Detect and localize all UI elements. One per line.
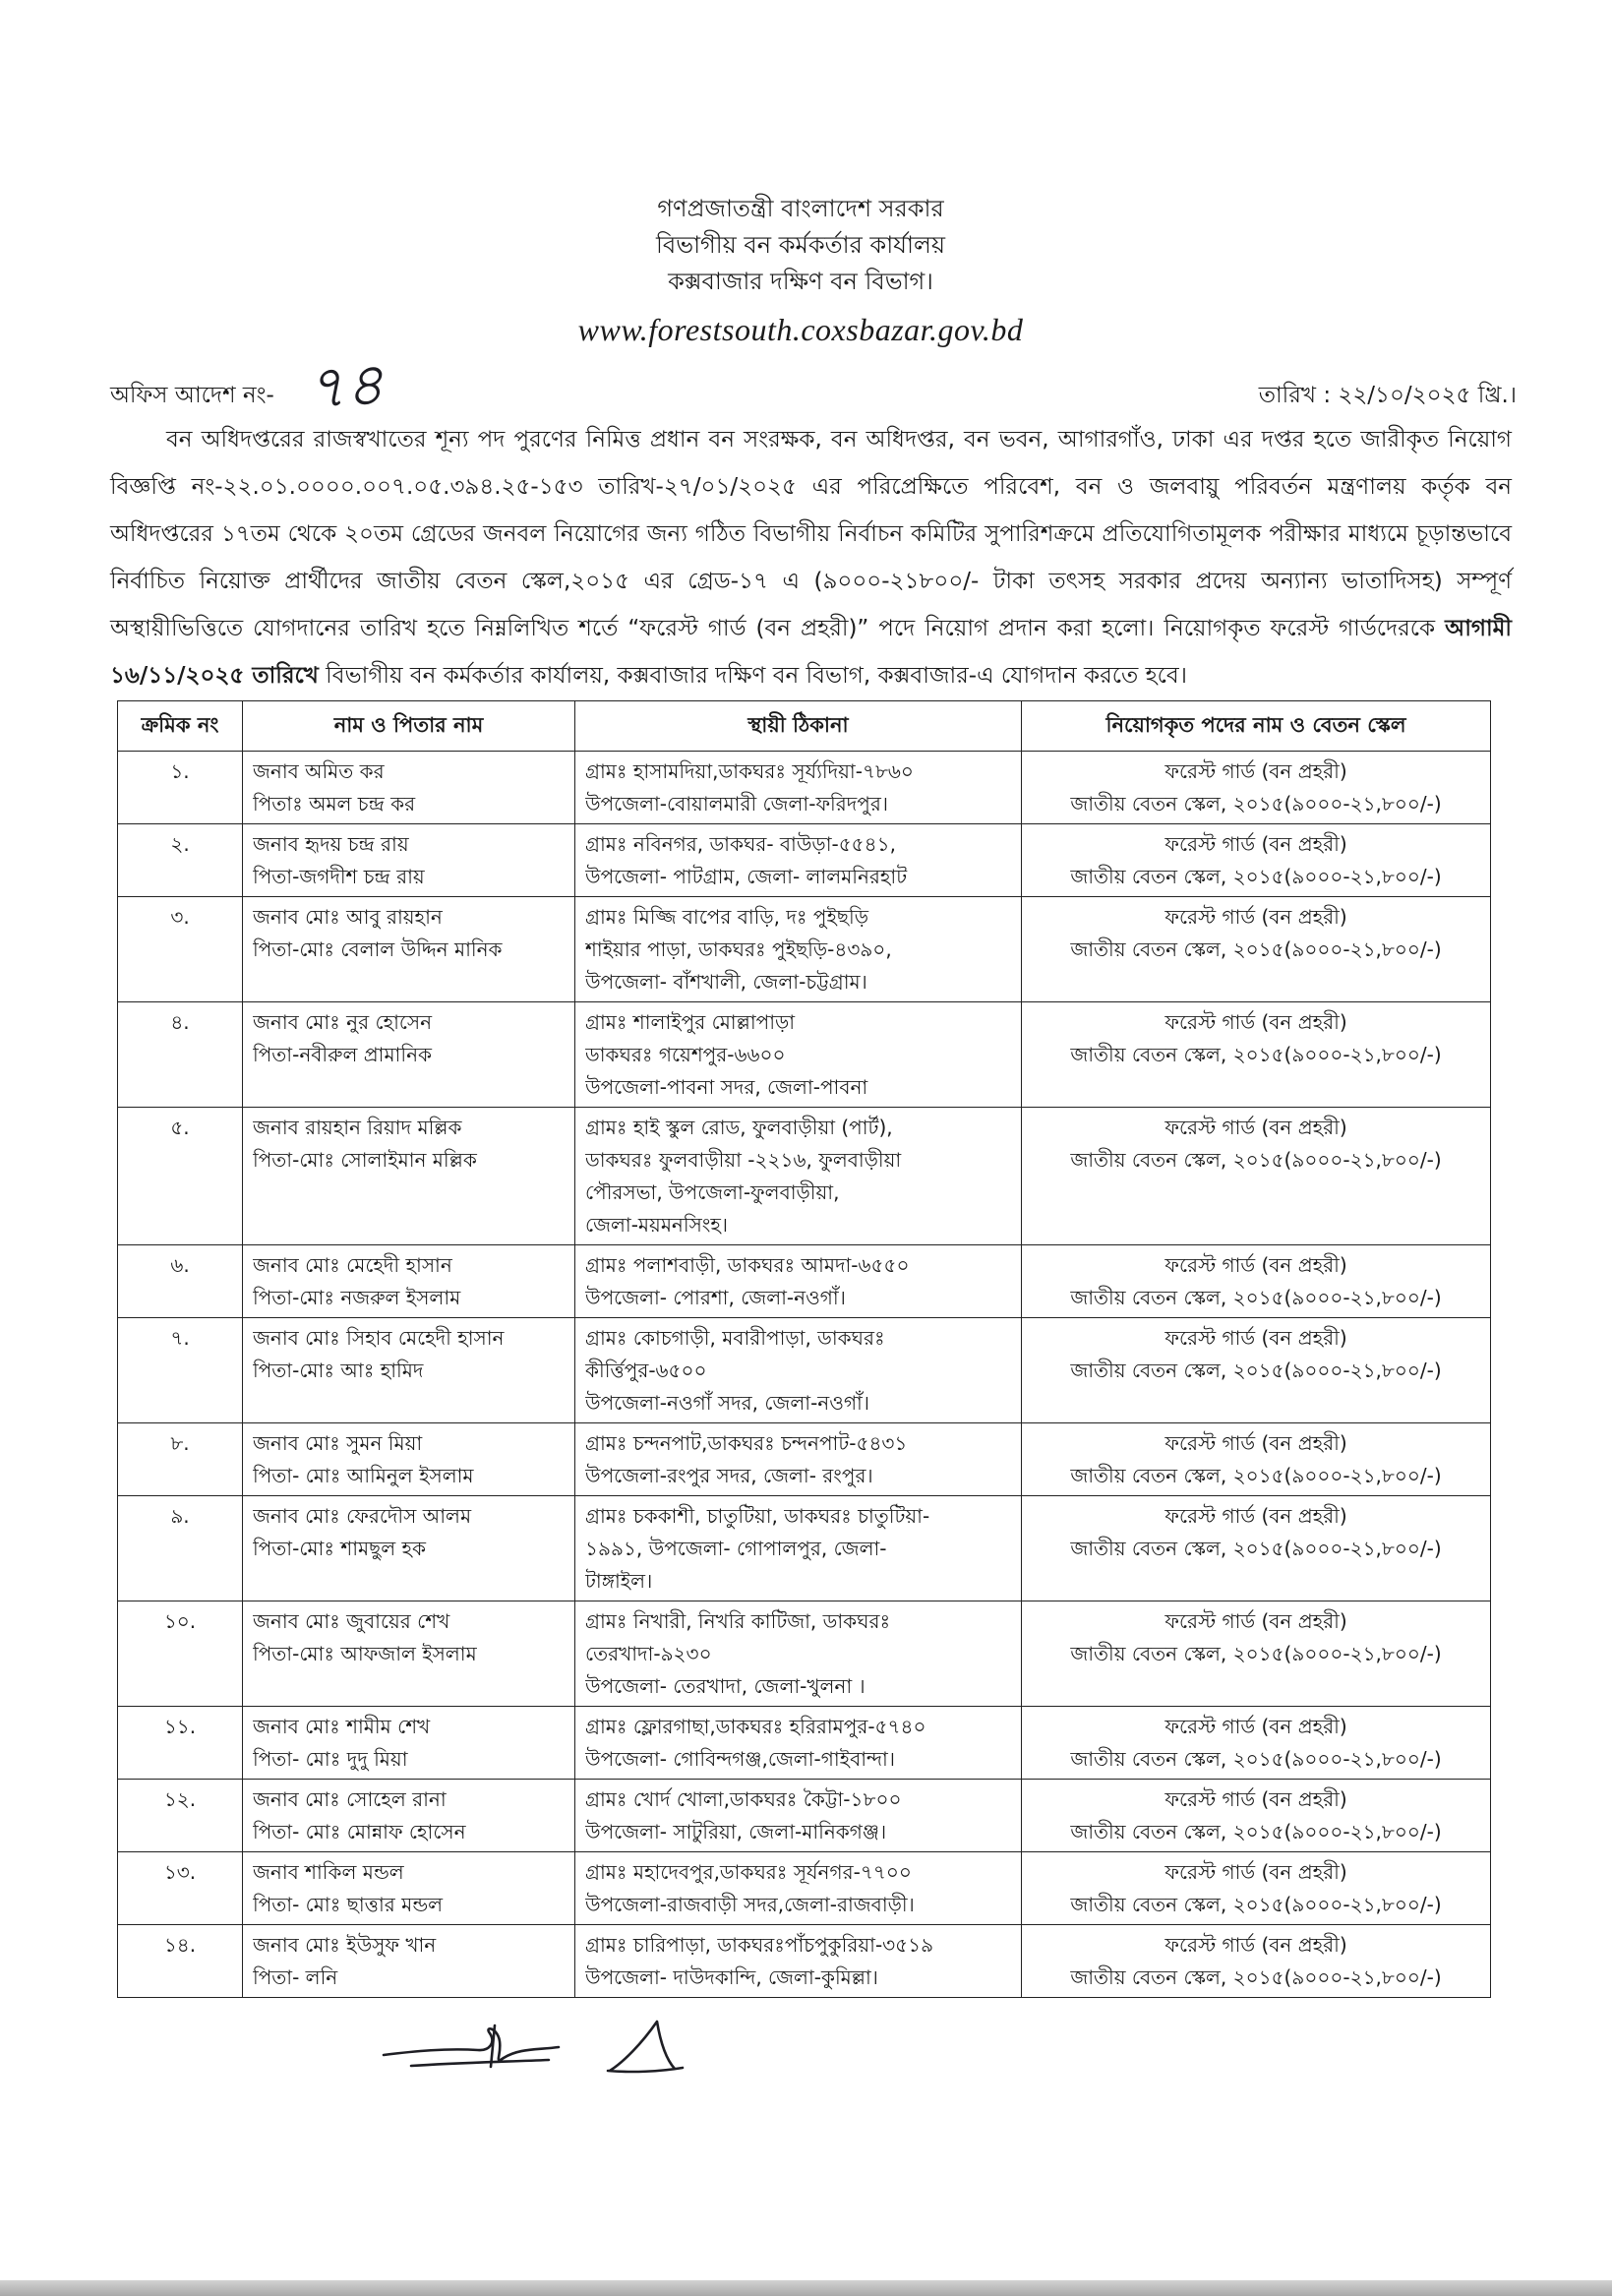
appointee-name: জনাব মোঃ শামীম শেখ xyxy=(253,1715,431,1738)
office-order-line xyxy=(110,350,386,423)
post-name: ফরেস্ট গার্ড (বন প্রহরী) xyxy=(1164,1933,1347,1957)
post-name: ফরেস্ট গার্ড (বন প্রহরী) xyxy=(1164,759,1347,783)
table-row xyxy=(118,1245,1491,1318)
address-cell xyxy=(575,752,1022,824)
address-line: গ্রামঃ চককাশী, চাতুটিয়া, ডাকঘরঃ চাতুটিয়া- xyxy=(585,1504,930,1528)
post-name: ফরেস্ট গার্ড (বন প্রহরী) xyxy=(1164,1715,1347,1738)
serial-cell xyxy=(118,897,243,1002)
table-row xyxy=(118,1707,1491,1780)
post-cell xyxy=(1022,824,1491,897)
post-cell xyxy=(1022,1318,1491,1423)
table-body xyxy=(118,752,1491,1998)
division-title: কক্সবাজার দক্ষিণ বন বিভাগ। xyxy=(668,268,933,295)
appointee-name: জনাব মোঃ নুর হোসেন xyxy=(253,1010,433,1034)
father-name: পিতা- মোঃ ছাত্তার মন্ডল xyxy=(253,1893,444,1916)
name-cell xyxy=(243,1318,575,1423)
body-text-part-1: বন অধিদপ্তরের রাজস্বখাতের শূন্য পদ পুরণের নিমিত্ত প্রধান বন সংরক্ষক, বন অধিদপ্তর, বন ভবন, আগারগাঁও, ঢাকা এর দপ্তর হতে জারীকৃত নিয়োগ বিজ্ঞপ্তি নং-২২.০১.০০০০.০০৭.০৫.৩৯৪.২৫-১৫৩ তারিখ-২৭/০১/২০২৫ এর পরিপ্রেক্ষিতে পরিবেশ, বন ও জলবায়ু পরিবর্তন মন্ত্রণালয় কর্তৃক বন অধিদপ্তরের ১৭তম থেকে ২০তম গ্রেডের জনবল নিয়োগের জন্য গঠিত বিভাগীয় নির্বাচন কমিটির সুপারিশক্রমে প্রতিযোগিতামূলক পরীক্ষার মাধ্যমে চূড়ান্তভাবে নির্বাচিত নিয়োক্ত প্রার্থীদের জাতীয় বেতন স্কেল,২০১৫ এর গ্রেড-১৭ এ (৯০০০-২১৮০০/- টাকা তৎসহ সরকার প্রদেয় অন্যান্য ভাতাদিসহ) সম্পূর্ণ অস্থায়ীভিত্তিতে যোগদানের তারিখ হতে নিম্নলিখিত শর্তে “ফরেস্ট গার্ড (বন প্রহরী)” পদে নিয়োগ প্রদান করা হলো। নিয়োগকৃত ফরেস্ট গার্ডদেরকে xyxy=(110,427,1512,641)
address-line: ডাকঘরঃ গয়েশপুর-৬৬০০ xyxy=(585,1043,786,1066)
appointee-name: জনাব শাকিল মন্ডল xyxy=(253,1860,404,1884)
appointee-name: জনাব মোঃ ফেরদৌস আলম xyxy=(253,1504,472,1528)
pay-scale: জাতীয় বেতন স্কেল, ২০১৫(৯০০০-২১,৮০০/-) xyxy=(1070,1820,1442,1843)
address-line: গ্রামঃ খোর্দ খোলা,ডাকঘরঃ কৈট্টা-১৮০০ xyxy=(585,1787,902,1811)
column-header-name: নাম ও পিতার নাম xyxy=(243,701,575,752)
pay-scale: জাতীয় বেতন স্কেল, ২০১৫(৯০০০-২১,৮০০/-) xyxy=(1070,1043,1442,1066)
name-cell xyxy=(243,1780,575,1852)
scan-edge xyxy=(0,2280,1612,2296)
father-name: পিতা-মোঃ শামছুল হক xyxy=(253,1537,426,1560)
pay-scale: জাতীয় বেতন স্কেল, ২০১৫(৯০০০-২১,৮০০/-) xyxy=(1070,1148,1442,1172)
address-line: গ্রামঃ চারিপাড়া, ডাকঘরঃপাঁচপুকুরিয়া-৩৫১৯ xyxy=(585,1933,934,1957)
post-cell xyxy=(1022,1423,1491,1496)
address-line: ডাকঘরঃ ফুলবাড়ীয়া -২২১৬, ফুলবাড়ীয়া xyxy=(585,1148,902,1172)
father-name: পিতা-নবীরুল প্রামানিক xyxy=(253,1043,433,1066)
address-line: গ্রামঃ মহাদেবপুর,ডাকঘরঃ সূর্যনগর-৭৭০০ xyxy=(585,1860,912,1884)
post-cell xyxy=(1022,1601,1491,1707)
address-line: উপজেলা-রাজবাড়ী সদর,জেলা-রাজবাড়ী। xyxy=(585,1893,915,1916)
appointee-name: জনাব মোঃ সিহাব মেহেদী হাসান xyxy=(253,1326,505,1350)
serial-number: ১০. xyxy=(163,1609,197,1633)
appointee-name: জনাব মোঃ ইউসুফ খান xyxy=(253,1933,437,1957)
address-line: ১৯৯১, উপজেলা- গোপালপুর, জেলা- xyxy=(585,1537,887,1560)
table-row xyxy=(118,824,1491,897)
name-cell xyxy=(243,752,575,824)
post-name: ফরেস্ট গার্ড (বন প্রহরী) xyxy=(1164,1431,1347,1455)
order-content xyxy=(110,416,1512,2083)
name-cell xyxy=(243,1496,575,1601)
pay-scale: জাতীয় বেতন স্কেল, ২০১৫(৯০০০-২১,৮০০/-) xyxy=(1070,1893,1442,1916)
serial-number: ৭. xyxy=(170,1326,190,1350)
father-name: পিতা-মোঃ সোলাইমান মল্লিক xyxy=(253,1148,477,1172)
table-row xyxy=(118,1108,1491,1245)
address-cell xyxy=(575,1707,1022,1780)
address-line: উপজেলা-রংপুর সদর, জেলা- রংপুর। xyxy=(585,1464,873,1487)
name-cell xyxy=(243,1707,575,1780)
name-cell xyxy=(243,1245,575,1318)
pay-scale: জাতীয় বেতন স্কেল, ২০১৫(৯০০০-২১,৮০০/-) xyxy=(1070,1359,1442,1382)
post-cell xyxy=(1022,1852,1491,1925)
table-row xyxy=(118,1002,1491,1108)
serial-cell xyxy=(118,1108,243,1245)
joining-date-emphasis: আগামী ১৬/১১/২০২৫ তারিখে xyxy=(110,616,1512,689)
appointee-name: জনাব অমিত কর xyxy=(253,759,385,783)
column-header-post: নিয়োগকৃত পদের নাম ও বেতন স্কেল xyxy=(1022,701,1491,752)
address-cell xyxy=(575,824,1022,897)
serial-cell xyxy=(118,1423,243,1496)
address-cell xyxy=(575,1423,1022,1496)
serial-cell xyxy=(118,1925,243,1998)
office-order-label: অফিস আদেশ নং- xyxy=(110,383,274,408)
post-name: ফরেস্ট গার্ড (বন প্রহরী) xyxy=(1164,1504,1347,1528)
table-row xyxy=(118,1423,1491,1496)
signature-1 xyxy=(384,2028,559,2060)
table-row xyxy=(118,1601,1491,1707)
serial-cell xyxy=(118,752,243,824)
post-name: ফরেস্ট গার্ড (বন প্রহরী) xyxy=(1164,1010,1347,1034)
address-line: কীর্ত্তিপুর-৬৫০০ xyxy=(585,1359,707,1382)
address-line: গ্রামঃ নবিনগর, ডাকঘর- বাউড়া-৫৫৪১, xyxy=(585,832,896,856)
serial-number: ৫. xyxy=(170,1116,190,1139)
appointee-name: জনাব মোঃ জুবায়ের শেখ xyxy=(253,1609,450,1633)
order-body-paragraph xyxy=(110,416,1512,699)
post-name: ফরেস্ট গার্ড (বন প্রহরী) xyxy=(1164,1860,1347,1884)
name-cell xyxy=(243,1925,575,1998)
serial-cell xyxy=(118,1601,243,1707)
post-cell xyxy=(1022,897,1491,1002)
address-line: পৌরসভা, উপজেলা-ফুলবাড়ীয়া, xyxy=(585,1180,840,1204)
address-line: উপজেলা- পোরশা, জেলা-নওগাঁ। xyxy=(585,1286,846,1309)
table-row xyxy=(118,1925,1491,1998)
name-cell xyxy=(243,897,575,1002)
serial-cell xyxy=(118,1780,243,1852)
post-name: ফরেস্ট গার্ড (বন প্রহরী) xyxy=(1164,905,1347,929)
table-row xyxy=(118,897,1491,1002)
appointee-name: জনাব রায়হান রিয়াদ মল্লিক xyxy=(253,1116,462,1139)
serial-cell xyxy=(118,1002,243,1108)
post-name: ফরেস্ট গার্ড (বন প্রহরী) xyxy=(1164,832,1347,856)
address-line: উপজেলা- বাঁশখালী, জেলা-চট্টগ্রাম। xyxy=(585,970,867,994)
address-line: গ্রামঃ কোচগাড়ী, মবারীপাড়া, ডাকঘরঃ xyxy=(585,1326,885,1350)
father-name: পিতা-মোঃ আফজাল ইসলাম xyxy=(253,1642,477,1665)
appointee-name: জনাব মোঃ আবু রায়হান xyxy=(253,905,443,929)
post-cell xyxy=(1022,1707,1491,1780)
father-name: পিতাঃ অমল চন্দ্র কর xyxy=(253,792,416,816)
post-name: ফরেস্ট গার্ড (বন প্রহরী) xyxy=(1164,1326,1347,1350)
order-date: তারিখ : ২২/১০/২০২৫ খ্রি.। xyxy=(1258,383,1517,408)
appointee-name: জনাব মোঃ সুমন মিয়া xyxy=(253,1431,423,1455)
table-row xyxy=(118,1318,1491,1423)
serial-number: ৮. xyxy=(170,1431,190,1455)
address-cell xyxy=(575,1108,1022,1245)
address-line: উপজেলা- সাটুরিয়া, জেলা-মানিকগঞ্জ। xyxy=(585,1820,887,1843)
table-row xyxy=(118,1852,1491,1925)
address-line: শাইয়ার পাড়া, ডাকঘরঃ পুইছড়ি-৪৩৯০, xyxy=(585,937,892,961)
address-cell xyxy=(575,897,1022,1002)
address-line: গ্রামঃ হাসামদিয়া,ডাকঘরঃ সূর্য্যদিয়া-৭৮৬০ xyxy=(585,759,914,783)
post-name: ফরেস্ট গার্ড (বন প্রহরী) xyxy=(1164,1609,1347,1633)
post-cell xyxy=(1022,1780,1491,1852)
body-text-part-2: বিভাগীয় বন কর্মকর্তার কার্যালয়, কক্সবাজার দক্ষিণ বন বিভাগ, কক্সবাজার-এ যোগদান করতে হবে। xyxy=(318,663,1187,689)
address-line: উপজেলা- দাউদকান্দি, জেলা-কুমিল্লা। xyxy=(585,1965,878,1989)
post-name: ফরেস্ট গার্ড (বন প্রহরী) xyxy=(1164,1253,1347,1277)
pay-scale: জাতীয় বেতন স্কেল, ২০১৫(৯০০০-২১,৮০০/-) xyxy=(1070,1642,1442,1665)
name-cell xyxy=(243,1601,575,1707)
pay-scale: জাতীয় বেতন স্কেল, ২০১৫(৯০০০-২১,৮০০/-) xyxy=(1070,792,1442,816)
serial-number: ১২. xyxy=(163,1787,197,1811)
address-line: গ্রামঃ চন্দনপাট,ডাকঘরঃ চন্দনপাট-৫৪৩১ xyxy=(585,1431,908,1455)
pay-scale: জাতীয় বেতন স্কেল, ২০১৫(৯০০০-২১,৮০০/-) xyxy=(1070,1286,1442,1309)
address-line: গ্রামঃ মিজ্জি বাপের বাড়ি, দঃ পুইছড়ি xyxy=(585,905,868,929)
address-cell xyxy=(575,1002,1022,1108)
website-address: www.forestsouth.coxsbazar.gov.bd xyxy=(577,312,1024,347)
table-header-row xyxy=(118,701,1491,752)
address-line: উপজেলা-নওগাঁ সদর, জেলা-নওগাঁ। xyxy=(585,1391,870,1415)
father-name: পিতা- মোঃ আমিনুল ইসলাম xyxy=(253,1464,474,1487)
address-line: উপজেলা- গোবিন্দগঞ্জ,জেলা-গাইবান্দা। xyxy=(585,1747,896,1771)
signature-2 xyxy=(608,2022,683,2072)
father-name: পিতা-মোঃ আঃ হামিদ xyxy=(253,1359,424,1382)
table-row xyxy=(118,1780,1491,1852)
address-line: গ্রামঃ ফ্লোরগাছা,ডাকঘরঃ হরিরামপুর-৫৭৪০ xyxy=(585,1715,926,1738)
table-row xyxy=(118,1496,1491,1601)
serial-number: ১. xyxy=(170,759,190,783)
pay-scale: জাতীয় বেতন স্কেল, ২০১৫(৯০০০-২১,৮০০/-) xyxy=(1070,1464,1442,1487)
address-cell xyxy=(575,1780,1022,1852)
address-line: উপজেলা- তেরখাদা, জেলা-খুলনা । xyxy=(585,1674,866,1698)
pay-scale: জাতীয় বেতন স্কেল, ২০১৫(৯০০০-২১,৮০০/-) xyxy=(1070,937,1442,961)
appointee-table xyxy=(117,700,1491,1998)
serial-number: ২. xyxy=(170,832,190,856)
pay-scale: জাতীয় বেতন স্কেল, ২০১৫(৯০০০-২১,৮০০/-) xyxy=(1070,865,1442,888)
name-cell xyxy=(243,1108,575,1245)
address-line: টাঙ্গাইল। xyxy=(585,1569,653,1593)
appointee-name: জনাব মোঃ সোহেল রানা xyxy=(253,1787,447,1811)
post-cell xyxy=(1022,1245,1491,1318)
address-line: উপজেলা-পাবনা সদর, জেলা-পাবনা xyxy=(585,1075,868,1099)
column-header-serial: ক্রমিক নং xyxy=(118,701,243,752)
serial-cell xyxy=(118,1707,243,1780)
table-row xyxy=(118,752,1491,824)
name-cell xyxy=(243,1852,575,1925)
address-line: গ্রামঃ শালাইপুর মোল্লাপাড়া xyxy=(585,1010,796,1034)
address-cell xyxy=(575,1245,1022,1318)
address-cell xyxy=(575,1925,1022,1998)
serial-number: ১৪. xyxy=(163,1933,197,1957)
name-cell xyxy=(243,1002,575,1108)
serial-number: ৯. xyxy=(170,1504,190,1528)
father-name: পিতা- মোঃ দুদু মিয়া xyxy=(253,1747,408,1771)
serial-number: ১৩. xyxy=(163,1860,197,1884)
address-cell xyxy=(575,1496,1022,1601)
father-name: পিতা- মোঃ মোন্নাফ হোসেন xyxy=(253,1820,466,1843)
address-cell xyxy=(575,1318,1022,1423)
pay-scale: জাতীয় বেতন স্কেল, ২০১৫(৯০০০-২১,৮০০/-) xyxy=(1070,1965,1442,1989)
government-title: গণপ্রজাতন্ত্রী বাংলাদেশ সরকার xyxy=(657,195,944,222)
father-name: পিতা-মোঃ বেলাল উদ্দিন মানিক xyxy=(253,937,503,961)
name-cell xyxy=(243,1423,575,1496)
serial-number: ৪. xyxy=(170,1010,190,1034)
serial-cell xyxy=(118,1852,243,1925)
post-cell xyxy=(1022,1108,1491,1245)
serial-cell xyxy=(118,824,243,897)
signature-1-underline xyxy=(411,2060,549,2066)
name-cell xyxy=(243,824,575,897)
address-line: তেরখাদা-৯২৩০ xyxy=(585,1642,712,1665)
post-cell xyxy=(1022,1002,1491,1108)
address-line: গ্রামঃ পলাশবাড়ী, ডাকঘরঃ আমদা-৬৫৫০ xyxy=(585,1253,910,1277)
serial-cell xyxy=(118,1245,243,1318)
father-name: পিতা- লনি xyxy=(253,1965,338,1989)
letterhead xyxy=(0,191,1601,351)
signature-scribbles xyxy=(376,2012,700,2083)
serial-number: ৩. xyxy=(170,905,190,929)
pay-scale: জাতীয় বেতন স্কেল, ২০১৫(৯০০০-২১,৮০০/-) xyxy=(1070,1747,1442,1771)
office-title: বিভাগীয় বন কর্মকর্তার কার্যালয় xyxy=(655,231,945,259)
post-name: ফরেস্ট গার্ড (বন প্রহরী) xyxy=(1164,1787,1347,1811)
column-header-address: স্থায়ী ঠিকানা xyxy=(575,701,1022,752)
appointee-name: জনাব হৃদয় চন্দ্র রায় xyxy=(253,832,409,856)
address-cell xyxy=(575,1852,1022,1925)
pay-scale: জাতীয় বেতন স্কেল, ২০১৫(৯০০০-২১,৮০০/-) xyxy=(1070,1537,1442,1560)
post-cell xyxy=(1022,1496,1491,1601)
appointee-name: জনাব মোঃ মেহেদী হাসান xyxy=(253,1253,452,1277)
post-name: ফরেস্ট গার্ড (বন প্রহরী) xyxy=(1164,1116,1347,1139)
handwritten-order-number: ৭৪ xyxy=(305,350,386,423)
serial-cell xyxy=(118,1318,243,1423)
address-cell xyxy=(575,1601,1022,1707)
address-line: উপজেলা-বোয়ালমারী জেলা-ফরিদপুর। xyxy=(585,792,889,816)
address-line: উপজেলা- পাটগ্রাম, জেলা- লালমনিরহাট xyxy=(585,865,908,888)
address-line: গ্রামঃ হাই স্কুল রোড, ফুলবাড়ীয়া (পার্ট), xyxy=(585,1116,893,1139)
post-cell xyxy=(1022,1925,1491,1998)
serial-number: ১১. xyxy=(163,1715,197,1738)
father-name: পিতা-জগদীশ চন্দ্র রায় xyxy=(253,865,425,888)
father-name: পিতা-মোঃ নজরুল ইসলাম xyxy=(253,1286,461,1309)
address-line: গ্রামঃ নিখারী, নিখরি কাটিজা, ডাকঘরঃ xyxy=(585,1609,891,1633)
serial-number: ৬. xyxy=(170,1253,190,1277)
post-cell xyxy=(1022,752,1491,824)
serial-cell xyxy=(118,1496,243,1601)
address-line: জেলা-ময়মনসিংহ। xyxy=(585,1213,729,1237)
